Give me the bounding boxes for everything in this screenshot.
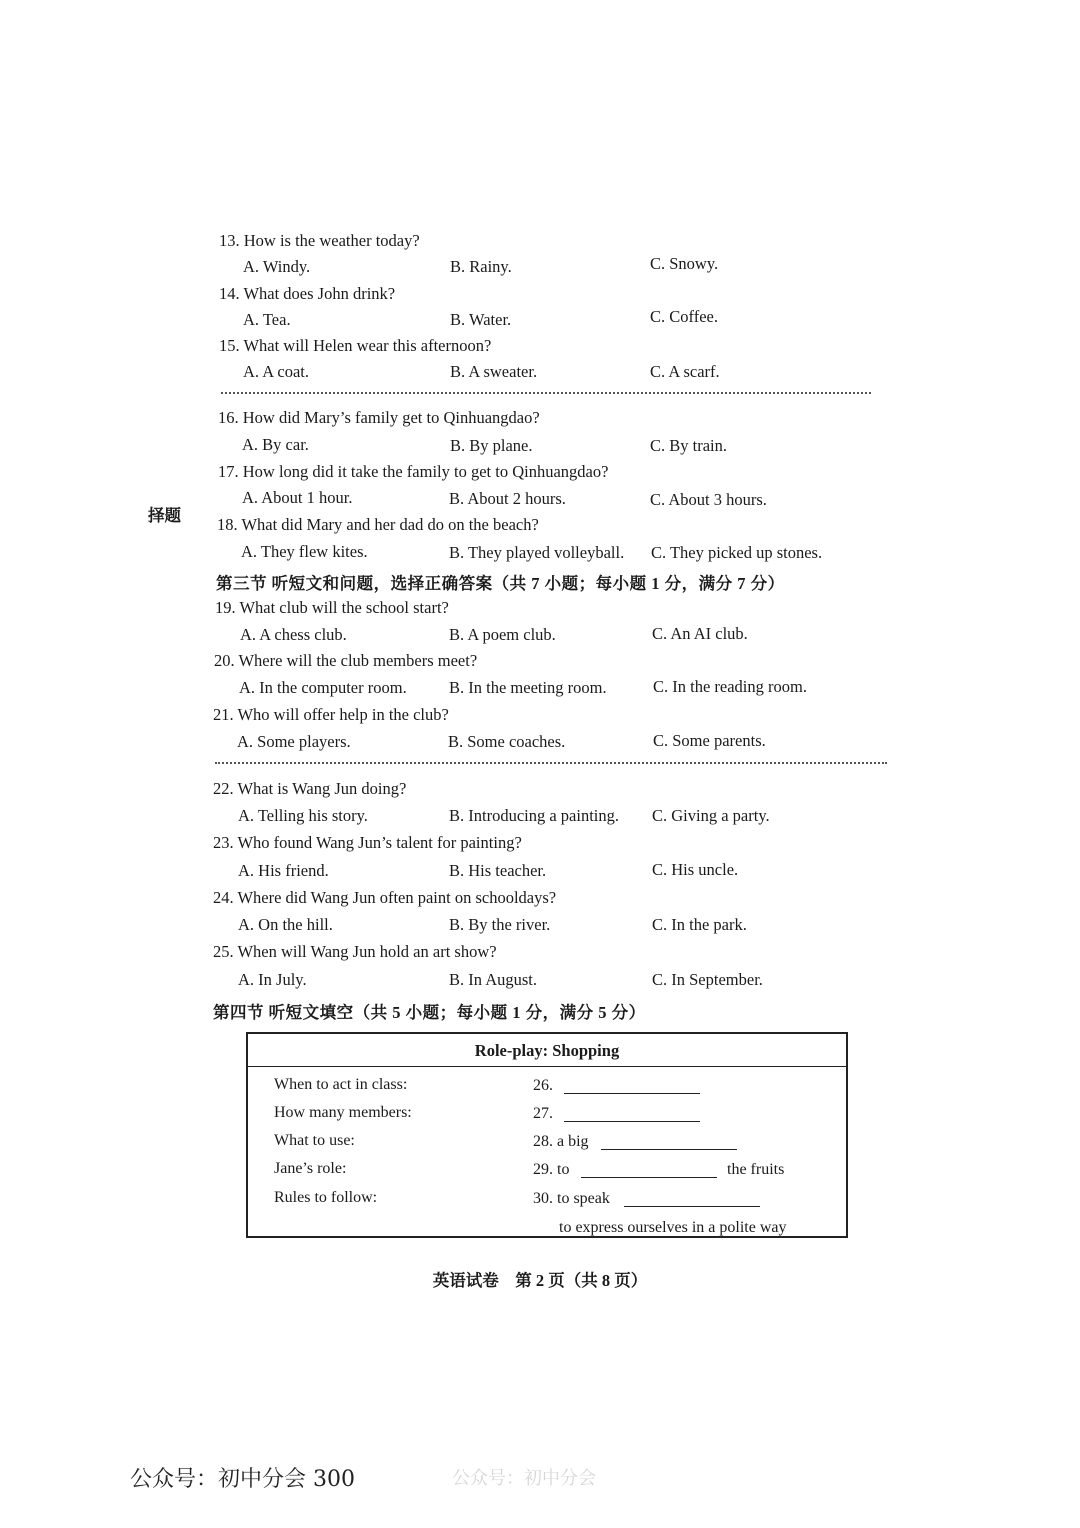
section-3-heading: 第三节 听短文和问题，选择正确答案（共 7 小题；每小题 1 分，满分 7 分） bbox=[216, 574, 785, 593]
q17-option-c: C. About 3 hours. bbox=[650, 490, 767, 509]
q23-option-a: A. His friend. bbox=[238, 861, 329, 880]
row-number-26: 26. bbox=[533, 1077, 553, 1094]
watermark: 公众号：初中分会 300 bbox=[130, 1467, 355, 1492]
dotted-divider bbox=[215, 762, 887, 764]
q25-option-a: A. In July. bbox=[238, 970, 307, 989]
q18-option-a: A. They flew kites. bbox=[241, 542, 368, 561]
section-4-heading: 第四节 听短文填空（共 5 小题；每小题 1 分，满分 5 分） bbox=[213, 1003, 646, 1022]
q25-option-c: C. In September. bbox=[652, 970, 763, 989]
row-number-29: 29. to bbox=[533, 1161, 570, 1178]
row-number-27: 27. bbox=[533, 1105, 553, 1122]
question-20: 20. Where will the club members meet? bbox=[214, 651, 478, 670]
q21-option-c: C. Some parents. bbox=[653, 731, 766, 750]
table-title: Role-play: Shopping bbox=[474, 1041, 620, 1060]
q24-option-b: B. By the river. bbox=[449, 915, 551, 934]
question-24: 24. Where did Wang Jun often paint on schooldays? bbox=[213, 888, 557, 907]
answer-blank-26[interactable] bbox=[564, 1093, 700, 1094]
q18-option-c: C. They picked up stones. bbox=[651, 543, 823, 562]
role-play-table bbox=[246, 1032, 848, 1238]
question-22: 22. What is Wang Jun doing? bbox=[213, 779, 407, 798]
q13-option-c: C. Snowy. bbox=[650, 254, 719, 273]
q19-option-c: C. An AI club. bbox=[652, 624, 748, 643]
q23-option-c: C. His uncle. bbox=[652, 860, 739, 879]
q14-option-a: A. Tea. bbox=[243, 310, 291, 329]
row-label-30: Rules to follow: bbox=[274, 1189, 378, 1206]
answer-blank-29[interactable] bbox=[581, 1177, 717, 1178]
watermark-faint: 公众号：初中分会 bbox=[452, 1468, 596, 1488]
row-label-27: How many members: bbox=[274, 1104, 412, 1121]
q25-option-b: B. In August. bbox=[449, 970, 538, 989]
q13-option-a: A. Windy. bbox=[243, 257, 311, 276]
q16-option-a: A. By car. bbox=[242, 435, 309, 454]
q20-option-a: A. In the computer room. bbox=[239, 678, 407, 697]
question-16: 16. How did Mary’s family get to Qinhuangdao? bbox=[218, 408, 540, 427]
q21-option-a: A. Some players. bbox=[237, 732, 351, 751]
q16-option-b: B. By plane. bbox=[450, 436, 533, 455]
q20-option-c: C. In the reading room. bbox=[653, 677, 807, 696]
q13-option-b: B. Rainy. bbox=[450, 257, 512, 276]
q14-option-b: B. Water. bbox=[450, 310, 512, 329]
q24-option-a: A. On the hill. bbox=[238, 915, 333, 934]
q19-option-a: A. A chess club. bbox=[240, 625, 347, 644]
q22-option-a: A. Telling his story. bbox=[238, 806, 368, 825]
question-21: 21. Who will offer help in the club? bbox=[213, 705, 449, 724]
row-label-28: What to use: bbox=[274, 1132, 355, 1149]
q20-option-b: B. In the meeting room. bbox=[449, 678, 607, 697]
question-13: 13. How is the weather today? bbox=[219, 231, 420, 250]
question-23: 23. Who found Wang Jun’s talent for painting? bbox=[213, 833, 522, 852]
q23-option-b: B. His teacher. bbox=[449, 861, 547, 880]
question-14: 14. What does John drink? bbox=[219, 284, 396, 303]
table-header bbox=[248, 1034, 846, 1067]
q19-option-b: B. A poem club. bbox=[449, 625, 556, 644]
row-label-26: When to act in class: bbox=[274, 1076, 408, 1093]
question-17: 17. How long did it take the family to get to Qinhuangdao? bbox=[218, 462, 609, 481]
row-label-29: Jane’s role: bbox=[274, 1160, 347, 1177]
answer-blank-27[interactable] bbox=[564, 1121, 700, 1122]
dotted-divider bbox=[221, 392, 871, 394]
q17-option-a: A. About 1 hour. bbox=[242, 488, 353, 507]
q24-option-c: C. In the park. bbox=[652, 915, 747, 934]
q14-option-c: C. Coffee. bbox=[650, 307, 718, 326]
answer-blank-30[interactable] bbox=[624, 1206, 760, 1207]
q22-option-c: C. Giving a party. bbox=[652, 806, 770, 825]
question-15: 15. What will Helen wear this afternoon? bbox=[219, 336, 492, 355]
question-25: 25. When will Wang Jun hold an art show? bbox=[213, 942, 497, 961]
page-footer: 英语试卷 第 2 页（共 8 页） bbox=[432, 1271, 648, 1290]
q21-option-b: B. Some coaches. bbox=[448, 732, 566, 751]
row-number-28: 28. a big bbox=[533, 1133, 589, 1150]
q15-option-c: C. A scarf. bbox=[650, 362, 720, 381]
side-label: 择题 bbox=[148, 506, 181, 525]
question-19: 19. What club will the school start? bbox=[215, 598, 449, 617]
question-18: 18. What did Mary and her dad do on the beach? bbox=[217, 515, 539, 534]
answer-blank-28[interactable] bbox=[601, 1149, 737, 1150]
q22-option-b: B. Introducing a painting. bbox=[449, 806, 620, 825]
row-29-suffix: the fruits bbox=[727, 1161, 785, 1178]
row-number-30: 30. to speak bbox=[533, 1190, 610, 1207]
row-30-continuation: to express ourselves in a polite way bbox=[559, 1219, 787, 1236]
q15-option-b: B. A sweater. bbox=[450, 362, 538, 381]
q16-option-c: C. By train. bbox=[650, 436, 727, 455]
q15-option-a: A. A coat. bbox=[243, 362, 309, 381]
q17-option-b: B. About 2 hours. bbox=[449, 489, 566, 508]
q18-option-b: B. They played volleyball. bbox=[449, 543, 625, 562]
